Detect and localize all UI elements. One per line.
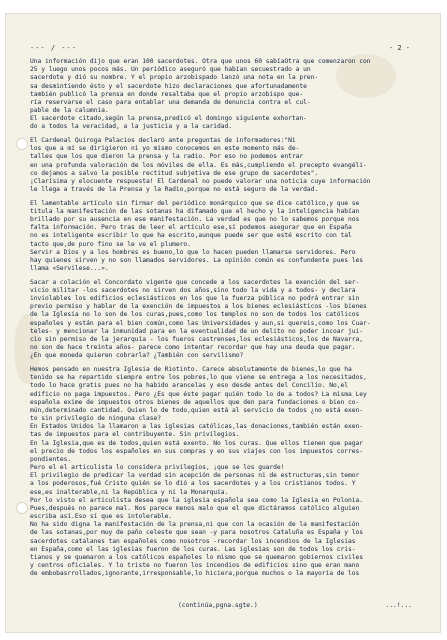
page-header — [30, 44, 410, 56]
text-line: cio sin permiso de la jerarquía - los fueros castrenses,los eclesiásticos,los de Navarra, — [30, 336, 363, 343]
text-line: falta información. Pero tras de leer el artículo ese,sí podemos asegurar que en España — [30, 224, 352, 232]
paragraph — [30, 279, 426, 361]
text-line: En la Iglesia,que es de todos,quien está exento. No los curas. Que ellos tienen que pagar — [30, 439, 363, 447]
punch-hole — [16, 138, 28, 150]
text-line: y centros oficiales. Y lo triste no fueron los incendios de edificios sino que eran mano — [30, 562, 360, 570]
paragraph — [30, 58, 426, 132]
text-line: sacerdotes catalanes tan españoles como nosotros -recordar los incendios de la Iglesias — [30, 537, 356, 545]
document-body — [30, 58, 426, 584]
text-line: en una profunda valoración de los móviles de ella. Es más,cumpliendo el precepto evangéli- — [30, 161, 367, 169]
text-line: sa desmintiendo ésto y el sacerdote hizo declaraciones que afortunadamente — [30, 82, 307, 90]
text-line: inviolables los edificios eclesiásticos en los que la fuerza pública no podrá entrar sin — [30, 295, 360, 303]
text-line: Hemos pensado en nuestra Iglesia de Riotinto. Carece absolutamente de bienes,lo que ha — [30, 366, 352, 374]
paragraph — [30, 366, 426, 578]
text-line: tenido se ha repartido siempre entre los pobres,lo que viene se entrega a los necesitados, — [30, 374, 367, 382]
punch-hole — [16, 502, 28, 514]
text-line: todo lo hace gratis pues no ha habido arancelas y eso desde antes del Concilio. No,el — [30, 382, 348, 390]
text-line: no son de hace treinta años- parece como intentar recordar que hay una deuda que pagar. — [30, 344, 356, 352]
paragraph — [30, 137, 426, 194]
text-line: co dejamos a salvo la posible rectitud subjetiva de ese grupo de sacerdotes". — [30, 169, 319, 177]
text-line: no es inteligente escribir lo que ha escrito,aunque puede ser que esté escrito con tal — [30, 232, 352, 240]
text-line: españoles y están para el bien común,como las Universidades y aun,si quereis,como los Cuar- — [30, 319, 371, 327]
text-line: El privilegio de predicar la verdad sin acepción de personas ni de estructuras,sin temor — [30, 472, 360, 480]
text-line: ¡Clarísima y elocuente respuesta! El Cardenal no puede valorar una noticia cuye información — [30, 177, 371, 185]
text-line: de embobasrrollados,ignorante,irresponsable,lo hiciera,porque muchos o la mayoría de los — [30, 570, 360, 578]
text-line: 25 y luego unos pocos más. Un periódico aseguró que habían secuestrado a un — [30, 66, 311, 74]
page-number: - 2 - — [388, 44, 410, 52]
document-page — [6, 14, 440, 632]
text-line: previo permiso y hablar de la exención de impuestos a los bienes eclesiásticos -los bienes — [30, 303, 367, 311]
text-line: llama «Servilese...». — [30, 265, 109, 273]
text-line: Sacar a colación el Concordato vigente que concede a los sacerdotes la exención del ser- — [30, 278, 360, 286]
text-line: No ha sido digna la manifestación de la prensa,ni que con la ocasión de la manifestación — [30, 521, 360, 529]
text-line: El sacerdote citado,según la prensa,predicó el domingo siguiente exhortan- — [30, 115, 307, 123]
text-line: Pero el el articulista lo considera privilegios, ¡que se los guarde! — [30, 464, 285, 472]
text-line: teles- y mencionar la inmunidad para en la eventualidad de un delito no poder incoar jui- — [30, 327, 363, 335]
text-line: pable de la calumnia. — [30, 107, 109, 115]
text-line: pondientes. — [30, 455, 72, 463]
text-line: titula la manifestación de las sotanas ha difamado que el hecho y la inteligencia habían — [30, 207, 360, 215]
text-line: ese,es inalterable,ni la República y ni la Monarquía. — [30, 488, 229, 496]
text-line: Por lo visto el articulista desea que la iglesia española sea como la Iglesia en Polonia. — [30, 496, 363, 504]
text-line: mún,determinado cantidad. Quien lo de todo,quien está al servicio de todos ¿no está exen- — [30, 406, 363, 414]
text-line: el precio de todos los españoles en sus compras y en sus viajes con los impuestos corres- — [30, 447, 363, 455]
text-line: ¿En que moneda quieren cobrarla? ¿También con servilismo? — [30, 352, 244, 360]
text-line: sacerdote y dió su nombre. Y el propio arzobispado lanzó una nota en la pren- — [30, 74, 319, 82]
text-line: en España,como el las iglesias fueron de los curas. Las iglesias son de todos los cris- — [30, 545, 356, 553]
text-line: de las sotanas,por muy de paño celeste que sean -y para nosotros Cataluña es España y los — [30, 529, 363, 537]
text-line: Pues,después no parece mal. Nos parece menos malo que el que dictáramos católico alguien — [30, 504, 360, 512]
text-line: edificio no paga impuestos. Pero ¿Es que éste pagar quién todo lo de a todos? La misma Ley — [30, 390, 367, 398]
text-line: to sin privilegio de ninguna clase? — [30, 415, 161, 423]
text-line: tacto que,de puro fino se le ve el plumero. — [30, 240, 191, 248]
text-line: El Cardenal Quiroga Palacios declaró ante preguntas de informadores:"Ni — [30, 137, 296, 145]
continuation-note: (continúa,pgna.sgte.) — [178, 602, 258, 609]
text-line: tianos y se quemaron a los católicos españoles lo mismo que se quemaron gobiernos civiles — [30, 553, 363, 561]
text-line: El lamentable artículo sin firmar del periódico monárquico que se dice católico,y que se — [30, 199, 360, 207]
text-line: a los poderosos,fué Cristo quién se lo dió a los sacerdotes y a los cristianos todos. Y — [30, 480, 356, 488]
text-line: brillado por su ausencia en ese manifestación. La verdad es que no lo sabemos porque nos — [30, 216, 360, 224]
text-line: le llega a través de la Prensa y la Radio,porque no está seguro de la verdad. — [30, 186, 319, 194]
text-line: hay quienes sirven y no son llamados servidores. La opinión común es confundente pues les — [30, 256, 363, 264]
text-line: tas de impuestos para el contribuyente. Sin privilegios. — [30, 431, 240, 439]
text-line: do a todos la veracidad, a la justicia y a la caridad. — [30, 123, 233, 131]
text-line: Servir a Dios y a los hombres es bueno,lo que lo hacen pueden llamarse servidores. Pero — [30, 248, 356, 256]
text-line: Una información dijo que eran 100 sacerdotes. Otra que unos 60 sabíaOtra que comenzaron con — [30, 58, 371, 65]
page-marker: --- / --- — [30, 44, 77, 52]
text-line: española exime de impuestos otros bienes de aquellos que den para fundaciones o bien co- — [30, 398, 360, 406]
text-line: escriba así.Eso sí que es intolerable. — [30, 513, 173, 521]
end-mark: ...!... — [385, 602, 412, 609]
text-line: los que a mí se dirigieron ni yo mismo conocemos en este momento más de- — [30, 145, 300, 153]
text-line: de la Iglesia no lo son de los curas,pues,como los templos no son de todos los católicos — [30, 311, 360, 319]
text-line: también publicó la prensa en donde resaltaba que el propio arzobispo que- — [30, 90, 304, 98]
text-line: ría reservarse el caso para entablar una demanda de denuncia contra el cul- — [30, 98, 311, 106]
text-line: talles que los que dieron la prensa y la radio. Por eso no podemos entrar — [30, 153, 304, 161]
paragraph — [30, 200, 426, 274]
text-line: vicio militar -los sacerdotes no sirven dos años,sino todo la vida y a todos- y declara — [30, 286, 356, 294]
text-line: En Estados Unidos la llamaron a las iglesias católicas,las donaciones,también están exen- — [30, 423, 363, 431]
page-footer — [30, 602, 412, 612]
